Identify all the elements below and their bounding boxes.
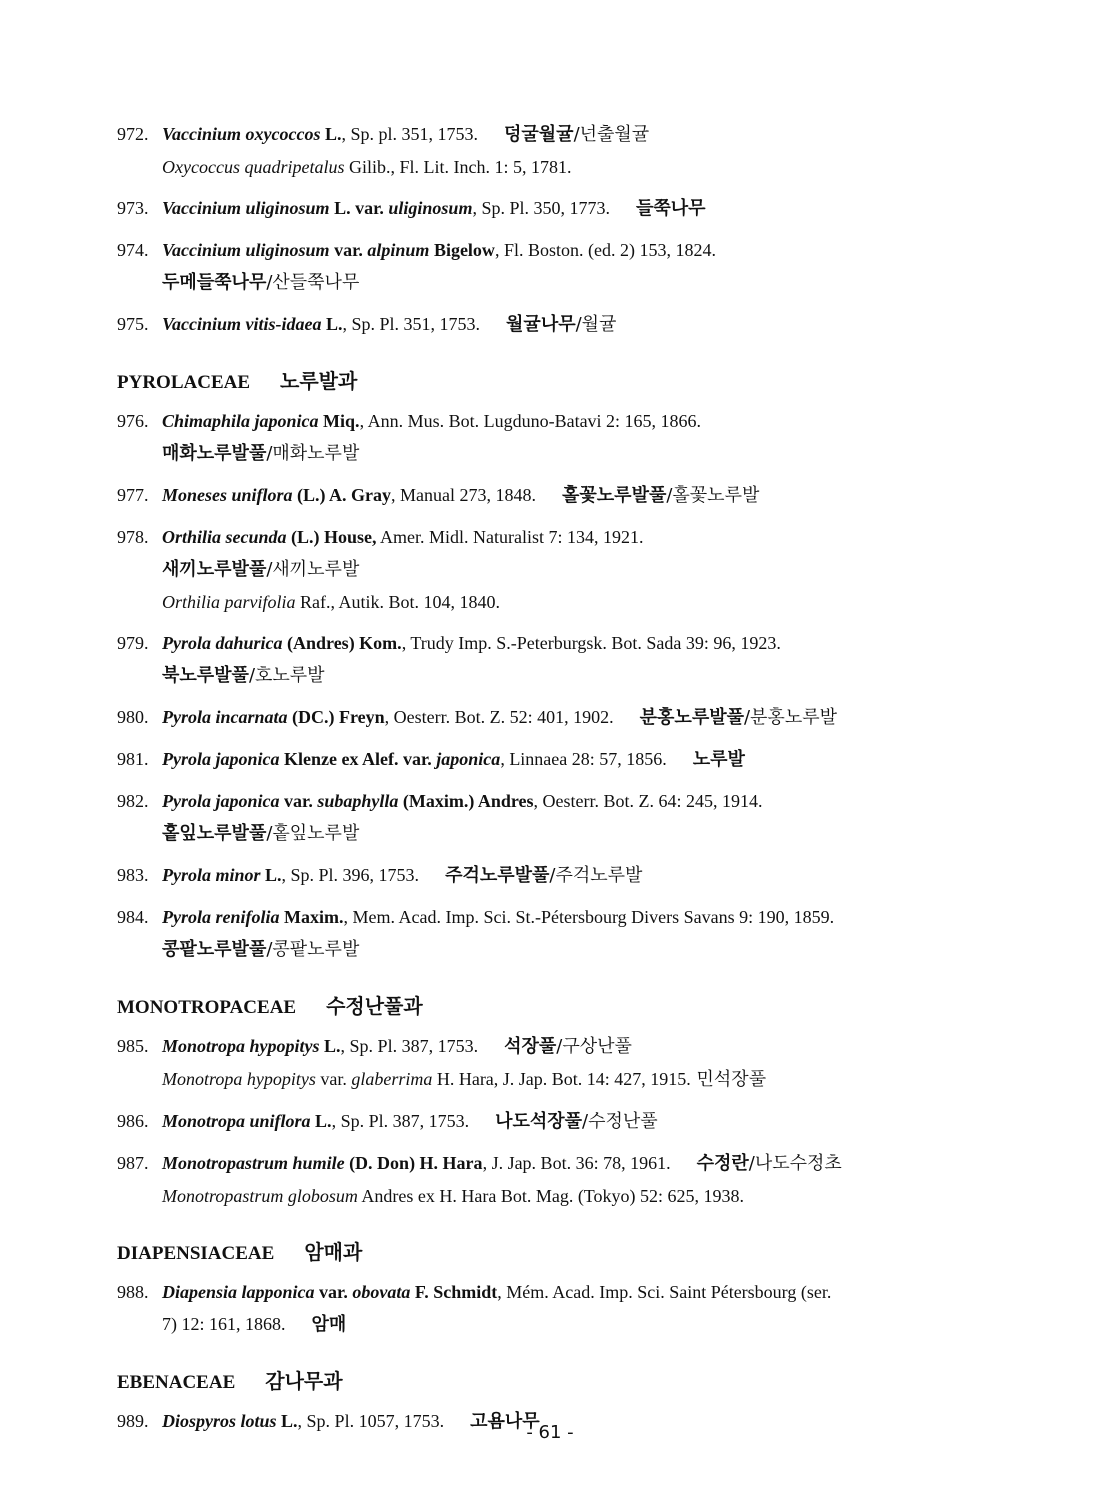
entry-number: 976. [117,411,149,431]
species-entry-988 [117,1276,983,1341]
korean-alt-name: /구상난풀 [556,1036,632,1057]
species-entry-981 [117,743,983,776]
citation: , Sp. Pl. 387, 1753. [331,1111,470,1131]
entry-number: 981. [117,749,149,769]
korean-name: 암매 [311,1314,347,1335]
citation: , Sp. Pl. 387, 1753. [340,1036,479,1056]
korean-alt-name: /콩팥노루발 [266,939,360,960]
var-label: var. [284,791,313,811]
author: L. [315,1111,332,1131]
korean-alt-name: /홑잎노루발 [266,823,360,844]
citation: , Ann. Mus. Bot. Lugduno-Batavi 2: 165, 1866. [359,411,702,431]
korean-name: 분홍노루발풀 [639,707,744,728]
korean-name: 노루발 [692,749,745,770]
citation: , Manual 273, 1848. [391,485,537,505]
synonym-citation: Gilib., Fl. Lit. Inch. 1: 5, 1781. [344,157,572,177]
entry-number: 979. [117,633,149,653]
korean-alt-name: /수정난풀 [582,1111,658,1132]
korean-name: 수정란 [696,1153,749,1174]
synonym-name: Orthilia parvifolia [162,592,296,612]
citation: Amer. Midl. Naturalist 7: 134, 1921. [376,527,644,547]
family-korean-name: 감나무과 [265,1369,343,1393]
citation: , Linnaea 28: 57, 1856. [500,749,667,769]
entry-number: 973. [117,198,149,218]
species-name: Vaccinium uliginosum [162,198,330,218]
species-name: Pyrola japonica [162,791,280,811]
family-latin-name: MONOTROPACEAE [117,997,297,1018]
species-entry-975 [117,308,983,341]
korean-name: 두메들쭉나무 [162,272,267,293]
author: (L.) A. Gray [297,485,392,505]
korean-alt-name: /매화노루발 [266,443,360,464]
family-heading-ebenaceae [117,1365,983,1399]
species-name: Pyrola incarnata [162,707,288,727]
korean-name: 홑잎노루발풀 [162,823,267,844]
korean-alt-name: /새끼노루발 [266,559,360,580]
species-entry-985 [117,1030,983,1096]
citation: , Mem. Acad. Imp. Sci. St.-Pétersbourg Divers Savans 9: 190, 1859. [343,907,835,927]
synonym-name: Monotropastrum globosum [162,1186,358,1206]
entry-number: 977. [117,485,149,505]
family-latin-name: PYROLACEAE [117,372,251,393]
species-name: Pyrola japonica [162,749,280,769]
var-label: var. [334,240,363,260]
author: (Maxim.) Andres [402,791,534,811]
family-korean-name: 수정난풀과 [326,994,423,1018]
entry-number: 988. [117,1282,149,1302]
synonym-name: Monotropa hypopitys [162,1069,316,1089]
entry-number: 974. [117,240,149,260]
author: Maxim. [284,907,344,927]
author: Bigelow [433,240,495,260]
species-name: Vaccinium vitis-idaea [162,314,322,334]
species-name: Monotropastrum humile [162,1153,345,1173]
species-name: Pyrola renifolia [162,907,280,927]
family-heading-pyrolaceae [117,365,983,399]
entry-number: 984. [117,907,149,927]
entry-number: 980. [117,707,149,727]
korean-name: 석장풀 [504,1036,557,1057]
korean-name: 매화노루발풀 [162,443,267,464]
korean-name: 주걱노루발풀 [445,865,550,886]
synonym-citation: Raf., Autik. Bot. 104, 1840. [295,592,501,612]
citation: , Oesterr. Bot. Z. 52: 401, 1902. [384,707,614,727]
species-entry-977 [117,479,983,512]
species-entry-973 [117,192,983,225]
variety-name: uliginosum [388,198,473,218]
korean-name: 덩굴월귤 [504,124,574,145]
korean-alt-name: /주걱노루발 [549,865,643,886]
species-entry-972 [117,118,983,183]
page-number: - 61 - [526,1422,574,1443]
entry-number: 983. [117,865,149,885]
variety-name: subaphylla [317,791,399,811]
korean-name: 콩팥노루발풀 [162,939,267,960]
citation: , Sp. Pl. 351, 1753. [342,314,481,334]
korean-name: 고욤나무 [470,1411,540,1432]
synonym-citation: Andres ex H. Hara Bot. Mag. (Tokyo) 52: 625, 1938. [357,1186,745,1206]
author: Miq. [323,411,360,431]
entry-number: 982. [117,791,149,811]
synonym-var-label: var. [315,1069,352,1089]
korean-alt-name: /나도수정초 [748,1153,842,1174]
citation: , Oesterr. Bot. Z. 64: 245, 1914. [533,791,763,811]
korean-name: 홀꽃노루발풀 [562,485,667,506]
entry-number: 972. [117,124,149,144]
entry-number: 986. [117,1111,149,1131]
author: Klenze ex Alef. var. [284,749,432,769]
author: (DC.) Freyn [292,707,385,727]
korean-alt-name: /홀꽃노루발 [666,485,760,506]
species-entry-982 [117,785,983,850]
synonym-variety-name: glaberrima [351,1069,433,1089]
species-entry-984 [117,901,983,966]
species-name: Vaccinium oxycoccos [162,124,321,144]
author: L. [326,314,343,334]
citation: , Trudy Imp. S.-Peterburgsk. Bot. Sada 39: 96, 1923. [401,633,781,653]
entry-number: 987. [117,1153,149,1173]
family-latin-name: EBENACEAE [117,1372,236,1393]
author: (Andres) Kom. [287,633,402,653]
entry-number: 975. [117,314,149,334]
species-entry-980 [117,701,983,734]
synonym-name: Oxycoccus quadripetalus [162,157,345,177]
family-korean-name: 노루발과 [280,369,358,393]
species-name: Diapensia lapponica [162,1282,315,1302]
korean-alt-name: /월귤 [575,314,617,335]
citation: , Mém. Acad. Imp. Sci. Saint Pétersbourg (ser. [497,1282,832,1302]
family-heading-monotropaceae [117,990,983,1024]
korean-alt-name: /호노루발 [248,665,325,686]
korean-name: 북노루발풀 [162,665,249,686]
synonym-citation: H. Hara, J. Jap. Bot. 14: 427, 1915. [432,1069,691,1089]
species-entry-976 [117,405,983,470]
citation: , J. Jap. Bot. 36: 78, 1961. [482,1153,671,1173]
entry-number: 978. [117,527,149,547]
species-name: Pyrola dahurica [162,633,283,653]
species-name: Diospyros lotus [162,1411,277,1431]
korean-alt-name: /산들쭉나무 [266,272,360,293]
entry-number: 989. [117,1411,149,1431]
citation: , Sp. Pl. 1057, 1753. [297,1411,445,1431]
family-korean-name: 암매과 [304,1240,363,1264]
variety-name: japonica [436,749,501,769]
author: L. [324,1036,341,1056]
korean-name: 들쭉나무 [635,198,706,219]
family-heading-diapensiaceae [117,1236,983,1270]
korean-name: 월귤나무 [506,314,576,335]
variety-name: obovata [352,1282,411,1302]
species-name: Monotropa hypopitys [162,1036,320,1056]
entry-number: 985. [117,1036,149,1056]
citation: , Fl. Boston. (ed. 2) 153, 1824. [494,240,716,260]
citation: , Sp. Pl. 350, 1773. [472,198,610,218]
species-entry-983 [117,859,983,892]
species-name: Moneses uniflora [162,485,293,505]
synonym-korean-name: 민석장풀 [690,1069,767,1090]
author: L. [281,1411,298,1431]
var-label: var. [319,1282,348,1302]
korean-name: 새끼노루발풀 [162,559,267,580]
citation: , Sp. pl. 351, 1753. [341,124,479,144]
species-list [117,118,983,1447]
korean-alt-name: /넌출월귤 [573,124,650,145]
species-entry-987 [117,1147,983,1212]
author: L. [265,865,282,885]
species-entry-978 [117,521,983,618]
species-name: Chimaphila japonica [162,411,319,431]
citation: , Sp. Pl. 396, 1753. [281,865,420,885]
author: (D. Don) H. Hara [349,1153,483,1173]
species-entry-974 [117,234,983,299]
species-name: Orthilia secunda [162,527,287,547]
korean-name: 나도석장풀 [495,1111,583,1132]
variety-name: alpinum [367,240,430,260]
species-entry-979 [117,627,983,692]
species-name: Monotropa uniflora [162,1111,311,1131]
family-latin-name: DIAPENSIACEAE [117,1243,275,1264]
citation-continued: 7) 12: 161, 1868. [162,1314,286,1334]
species-name: Pyrola minor [162,865,261,885]
korean-alt-name: /분홍노루발 [743,707,837,728]
species-entry-986 [117,1105,983,1138]
author: F. Schmidt [414,1282,498,1302]
author: L. [324,124,342,144]
author: (L.) House, [291,527,377,547]
author: L. var. [334,198,384,218]
species-name: Vaccinium uliginosum [162,240,330,260]
